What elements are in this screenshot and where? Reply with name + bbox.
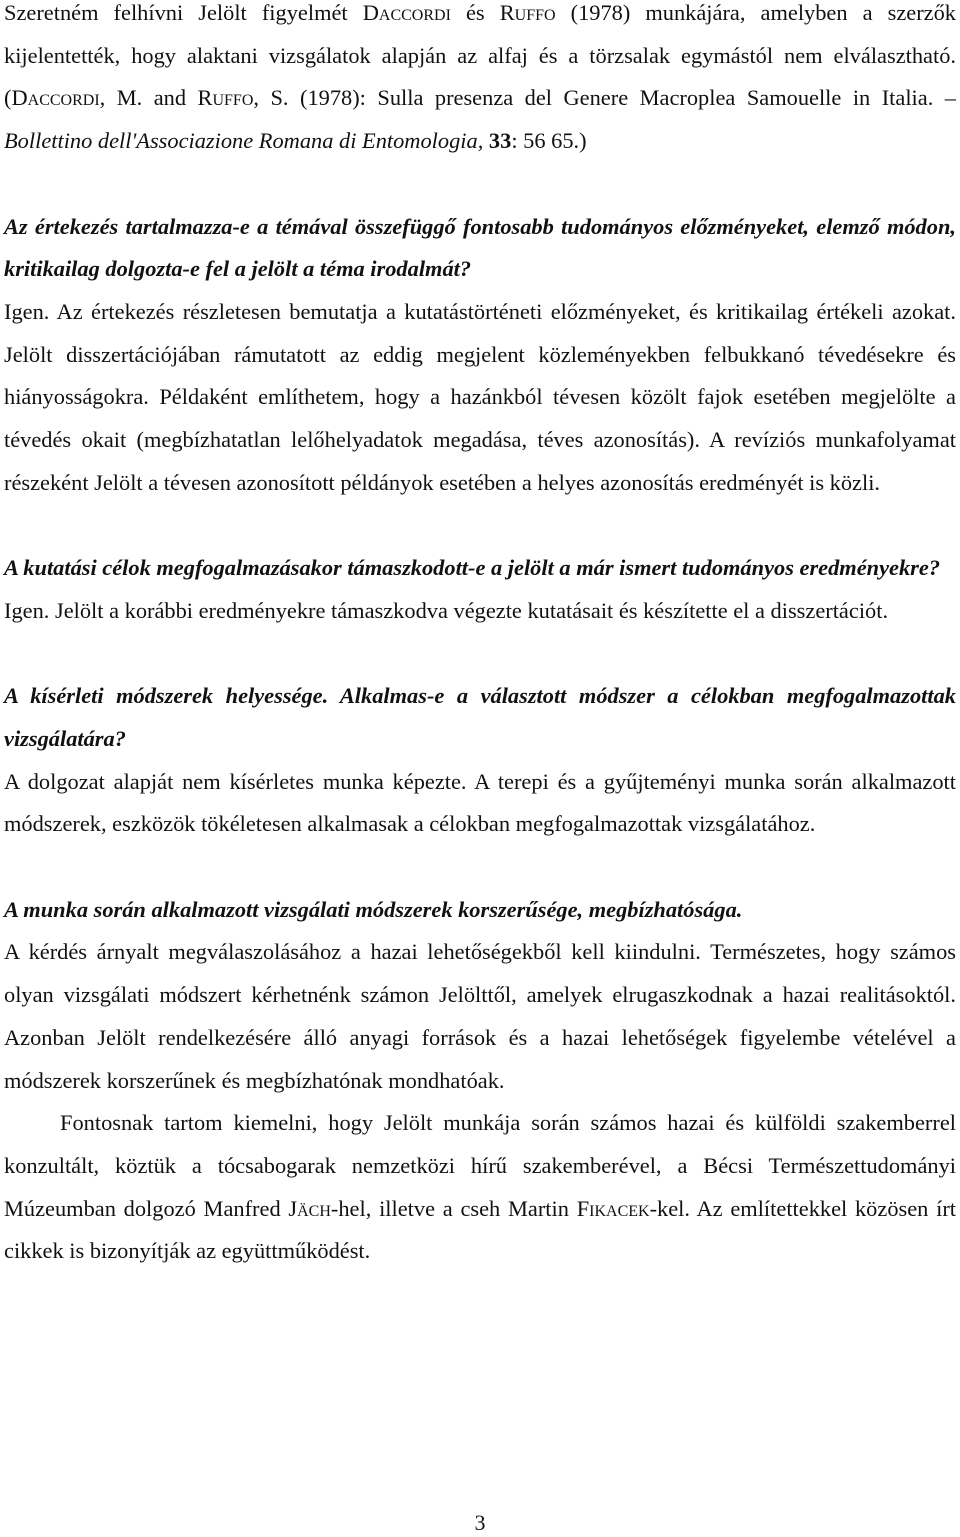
followup-text: -kel. Az említettekkel közösen írt cikkek is bizonyítják az együttműködést.	[4, 1195, 957, 1264]
author-daccordi: Daccordi	[362, 0, 451, 25]
section-question: Az értekezés tartalmazza-e a témával összefüggő fontosabb tudományos előzményeket, elemző módon, kritikailag dolgozta-e fel a jelölt a téma irodalmát?	[4, 213, 956, 282]
journal-pages: : 56 65.)	[511, 128, 587, 154]
section-answer: Igen. Az értekezés részletesen bemutatja a kutatástörténeti előzményeket, és kritikailag értékeli azokat. Jelölt disszertációjában rámutatott az eddig megjelent közleményekben felbukkanó tévedésekre és hiányosságokra. Példaként említhetem, hogy a hazánkból tévesen közölt fajok esetében megjelölte a tévedés okait (megbízhatatlan lelőhelyadatok megadása, téves azonosítás). A revíziós munkafolyamat részeként Jelölt a tévesen azonosított példányok esetében a helyes azonosítás eredményét is közli.	[4, 298, 956, 495]
followup-paragraph	[4, 1102, 956, 1273]
followup-text: Fontosnak tartom kiemelni, hogy Jelölt munkája során számos hazai és külföldi szakemberrel konzultált, köztük a tócsabogarak nemzetközi hírű szakemberével, a Bécsi Természettudományi Múzeumban dolgozó Manfred	[4, 1110, 956, 1221]
section-question: A kutatási célok megfogalmazásakor támaszkodott-e a jelölt a már ismert tudományos eredményekre?	[4, 555, 941, 581]
author-ruffo: Ruffo	[499, 0, 556, 25]
intro-text: és	[450, 0, 500, 25]
section-question: A kísérleti módszerek helyessége. Alkalmas-e a választott módszer a célokban megfogalmazottak vizsgálatára?	[4, 683, 956, 751]
author-daccordi: Daccordi	[11, 85, 100, 111]
journal-title: Bollettino dell'Associazione Romana di Entomologia,	[4, 128, 484, 154]
section-answer: A dolgozat alapját nem kísérletes munka képezte. A terepi és a gyűjteményi munka során alkalmazott módszerek, eszközök tökéletesen alkalmasak a célokban megfogalmazottak vizsgálatához.	[4, 768, 956, 837]
intro-text: , M. and	[99, 85, 198, 111]
followup-text: -hel, illetve a cseh Martin	[330, 1195, 577, 1221]
intro-paragraph	[4, 0, 956, 163]
author-ruffo: Ruffo	[197, 85, 254, 111]
person-name-jach: Jäch	[288, 1195, 331, 1221]
document-page	[4, 0, 956, 1273]
person-name-fikacek: Fikacek	[576, 1195, 650, 1221]
section-question: A munka során alkalmazott vizsgálati módszerek korszerűsége, megbízhatósága.	[4, 896, 743, 922]
intro-text: (1978) munkájára, amelyben a szerzők kijelentették, hogy alaktani vizsgálatok alapján az alfaj és a törzsalak egymástól nem elválasztható. (	[4, 0, 957, 111]
intro-text: Szeretném felhívni Jelölt figyelmét	[4, 0, 363, 25]
section-answer: Igen. Jelölt a korábbi eredményekre támaszkodva végezte kutatásait és készítette el a disszertációt.	[4, 597, 889, 623]
section-answer: A kérdés árnyalt megválaszolásához a hazai lehetőségekből kell kiindulni. Természetes, hogy számos olyan vizsgálati módszert kérhetnénk számon Jelölttől, amelyek elrugaszkodnak a hazai realitásoktól. Azonban Jelölt rendelkezésére álló anyagi források és a hazai lehetőségek figyelembe vételével a módszerek korszerűnek és megbízhatónak mondhatóak.	[4, 939, 956, 1093]
journal-volume: 33	[488, 128, 512, 154]
page-number: 3	[474, 1510, 486, 1535]
citation-text: , S. (1978): Sulla presenza del Genere Macroplea Samouelle in Italia. –	[253, 85, 956, 111]
